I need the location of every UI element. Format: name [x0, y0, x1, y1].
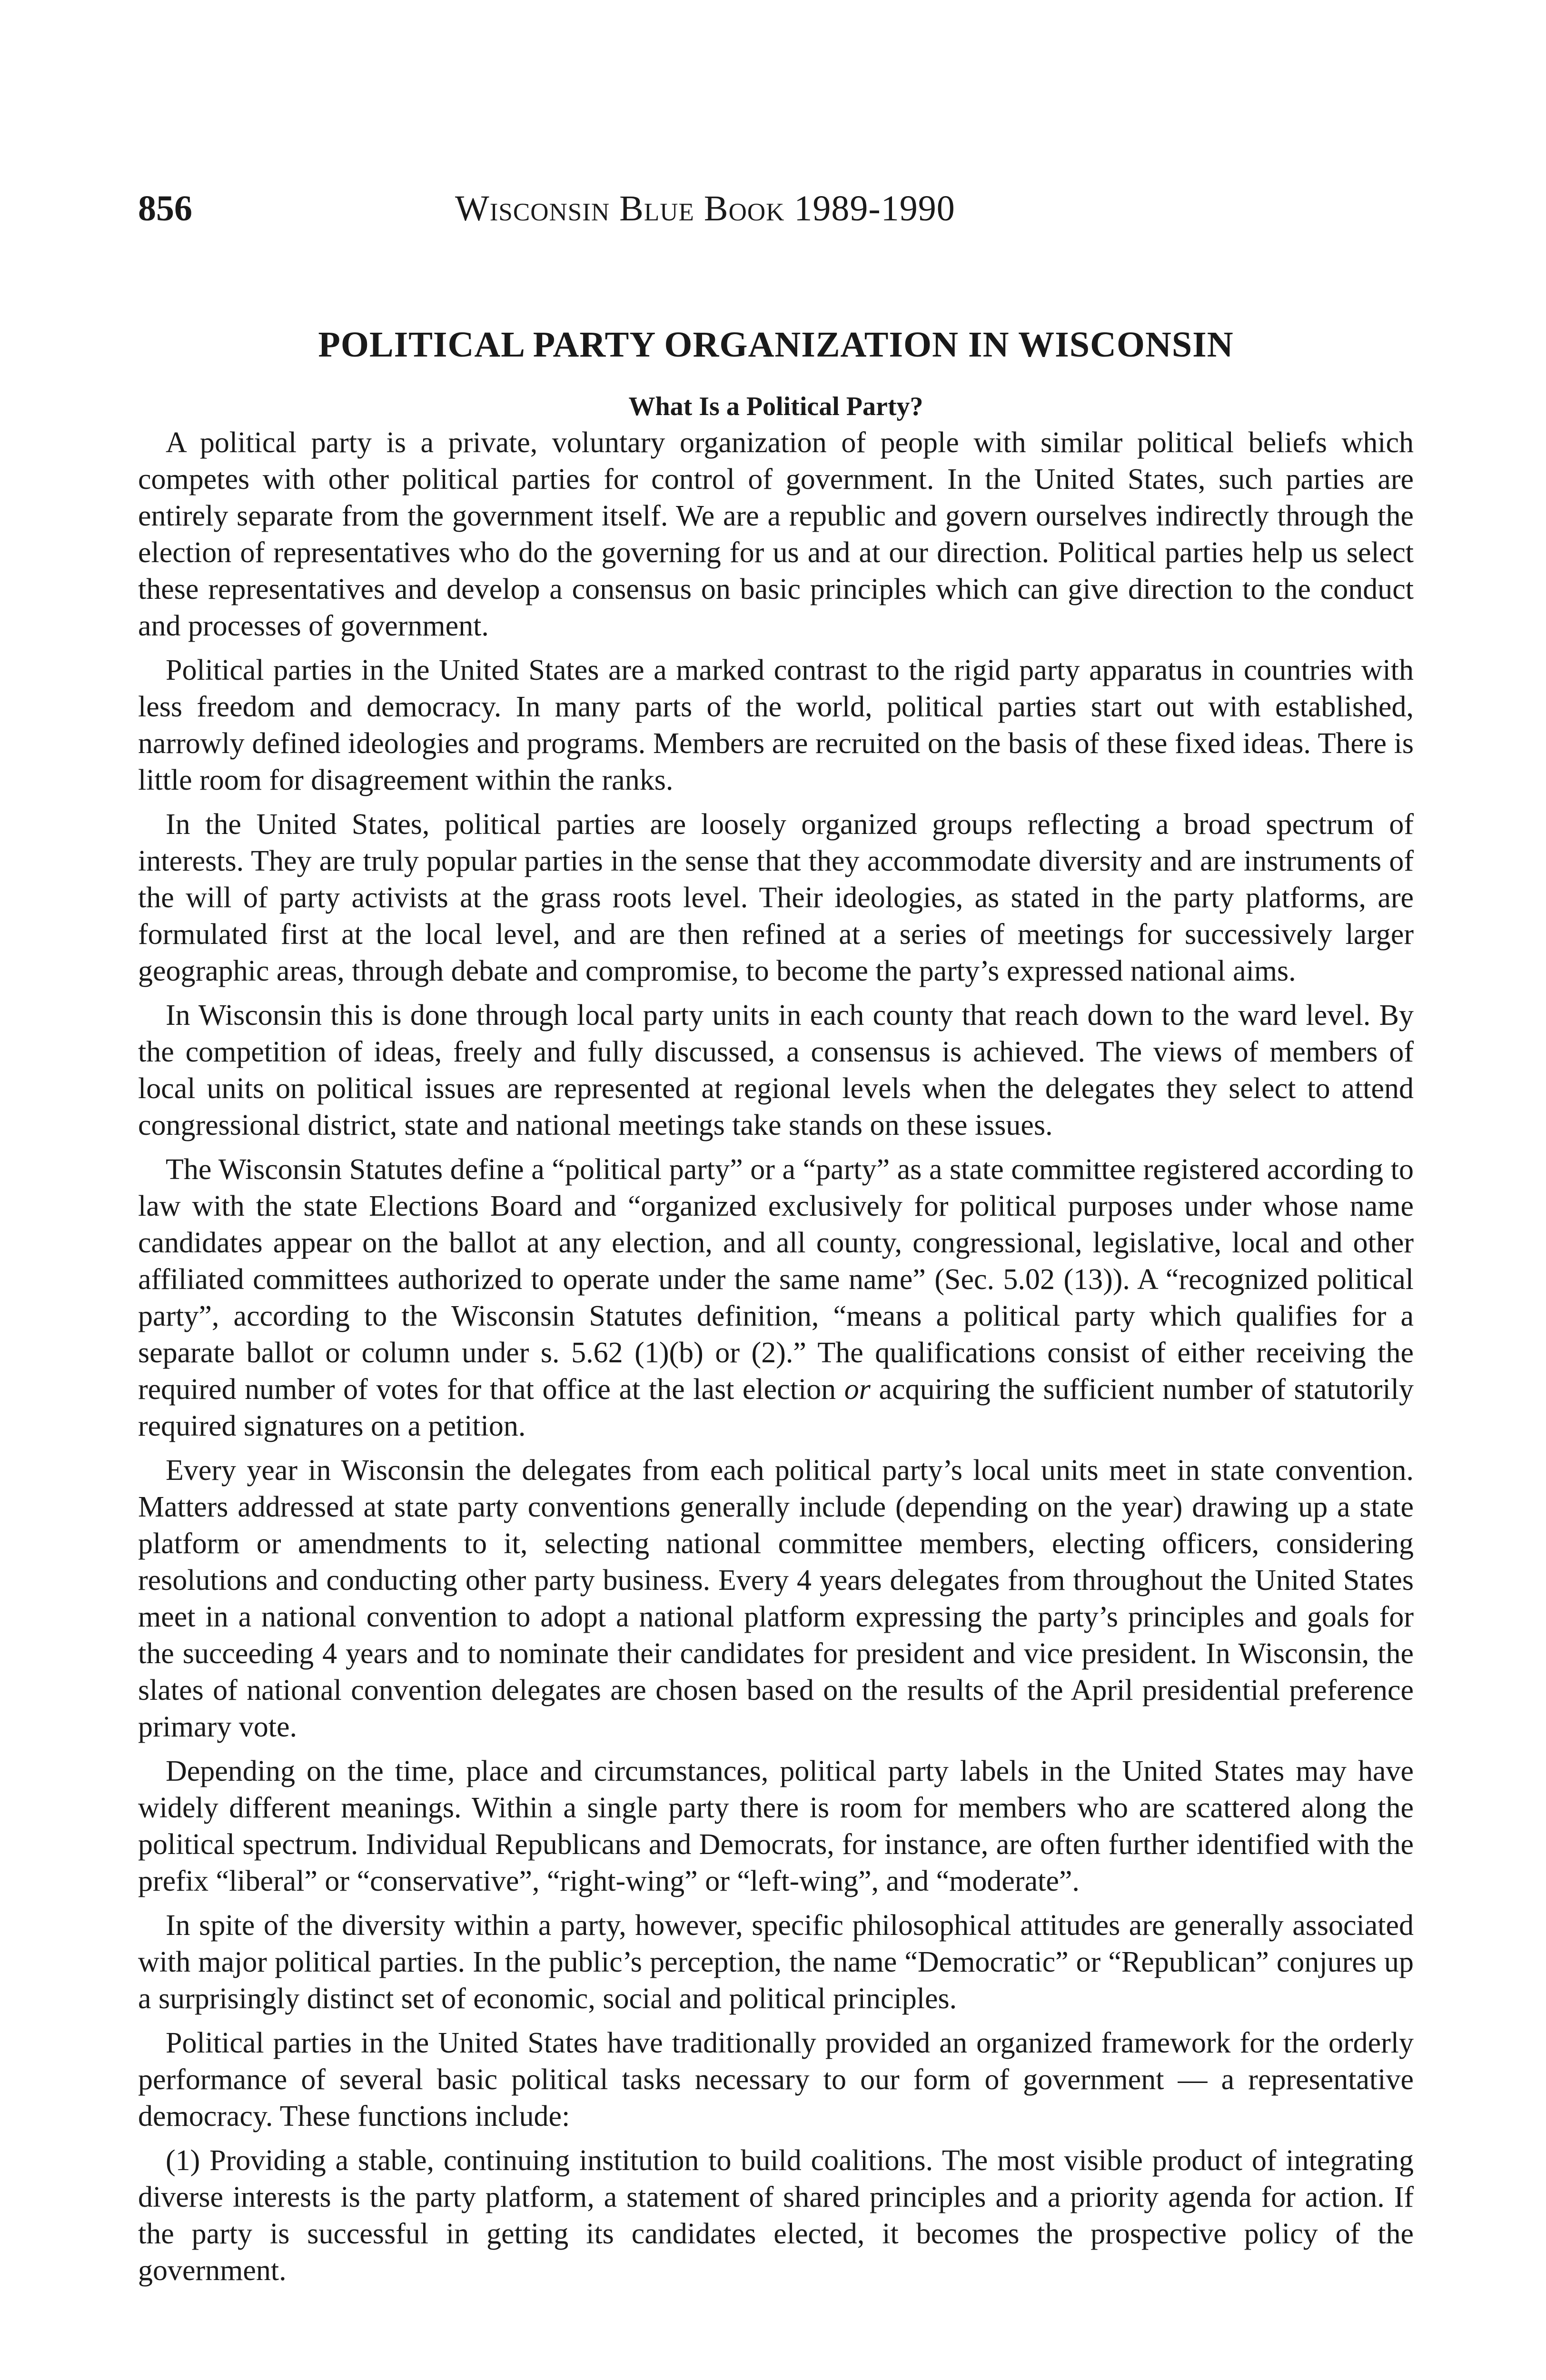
paragraph-4: In Wisconsin this is done through local party units in each county that reach down to the ward level. By the competition of ideas, freely and fully discussed, a consensus is achieved. The views of members of local units on political issues are represented at regional levels when the delegates they select to attend congressional district, state and national meetings take stands on these issues.	[138, 999, 1414, 1141]
paragraph-5-after: acquiring the sufficient number of statutorily required signatures on a petition.	[138, 1373, 1414, 1442]
page-number: 856	[138, 188, 192, 228]
paragraph-6: Every year in Wisconsin the delegates from each political party’s local units meet in state convention. Matters addressed at state party conventions generally include (depending on the year) drawing up a state platform or amendments to it, selecting national committee members, electing officers, considering resolutions and conducting other party business. Every 4 years delegates from throughout the United States meet in a national convention to adopt a national platform expressing the party’s principles and goals for the succeeding 4 years and to nominate their candidates for president and vice president. In Wisconsin, the slates of national convention delegates are chosen based on the results of the April presidential preference primary vote.	[138, 1454, 1414, 1743]
article-title: POLITICAL PARTY ORGANIZATION IN WISCONSIN	[318, 325, 1234, 365]
paragraph-5-before: The Wisconsin Statutes define a “political party” or a “party” as a state committee registered according to law with the state Elections Board and “organized exclusively for political purposes under whose name candidates appear on the ballot at any election, and all county, congressional, legislative, local and other affiliated committees authorized to operate under the same name” (Sec. 5.02 (13)). A “recognized political party”, according to the Wisconsin Statutes definition, “means a political party which qualifies for a separate ballot or column under s. 5.62 (1)(b) or (2).” The qualifications consist of either receiving the required number of votes for that office at the last election	[138, 1153, 1414, 1406]
paragraph-8: In spite of the diversity within a party, however, specific philosophical attitudes are generally associated with major political parties. In the public’s perception, the name “Democratic” or “Republican” conjures up a surprisingly distinct set of economic, social and political principles.	[138, 1909, 1414, 2015]
paragraph-5-emphasis: or	[844, 1373, 871, 1406]
paragraph-2: Political parties in the United States are a marked contrast to the rigid party apparatus in countries with less freedom and democracy. In many parts of the world, political parties start out with established, narrowly defined ideologies and programs. Members are recruited on the basis of these fixed ideas. There is little room for disagreement within the ranks.	[138, 654, 1414, 796]
running-head	[138, 190, 1414, 243]
paragraph-1: A political party is a private, voluntary organization of people with similar political beliefs which competes with other political parties for control of government. In the United States, such parties are entirely separate from the government itself. We are a republic and govern ourselves indirectly through the election of representatives who do the governing for us and at our direction. Political parties help us select these representatives and develop a consensus on basic principles which can give direction to the conduct and processes of government.	[138, 426, 1414, 642]
paragraph-7: Depending on the time, place and circumstances, political party labels in the United States may have widely different meanings. Within a single party there is room for members who are scattered along the political spectrum. Individual Republicans and Democrats, for instance, are often further identified with the prefix “liberal” or “conservative”, “right-wing” or “left-wing”, and “moderate”.	[138, 1755, 1414, 1897]
paragraph-5	[138, 1151, 1414, 1445]
paragraph-10: (1) Providing a stable, continuing institution to build coalitions. The most visible product of integrating diverse interests is the party platform, a statement of shared principles and a priority agenda for action. If the party is successful in getting its candidates elected, it becomes the prospective policy of the government.	[138, 2144, 1414, 2287]
book-title: Wisconsin Blue Book 1989-1990	[455, 188, 955, 228]
paragraph-3: In the United States, political parties are loosely organized groups reflecting a broad spectrum of interests. They are truly popular parties in the sense that they accommodate diversity and are instruments of the will of party activists at the grass roots level. Their ideologies, as stated in the party platforms, are formulated first at the local level, and are then refined at a series of meetings for successively larger geographic areas, through debate and compromise, to become the party’s expressed national aims.	[138, 808, 1414, 987]
paragraph-9: Political parties in the United States have traditionally provided an organized framework for the orderly performance of several basic political tasks necessary to our form of government — a representative democracy. These functions include:	[138, 2027, 1414, 2132]
section-heading: What Is a Political Party?	[628, 392, 923, 421]
article-body	[138, 425, 1414, 2297]
